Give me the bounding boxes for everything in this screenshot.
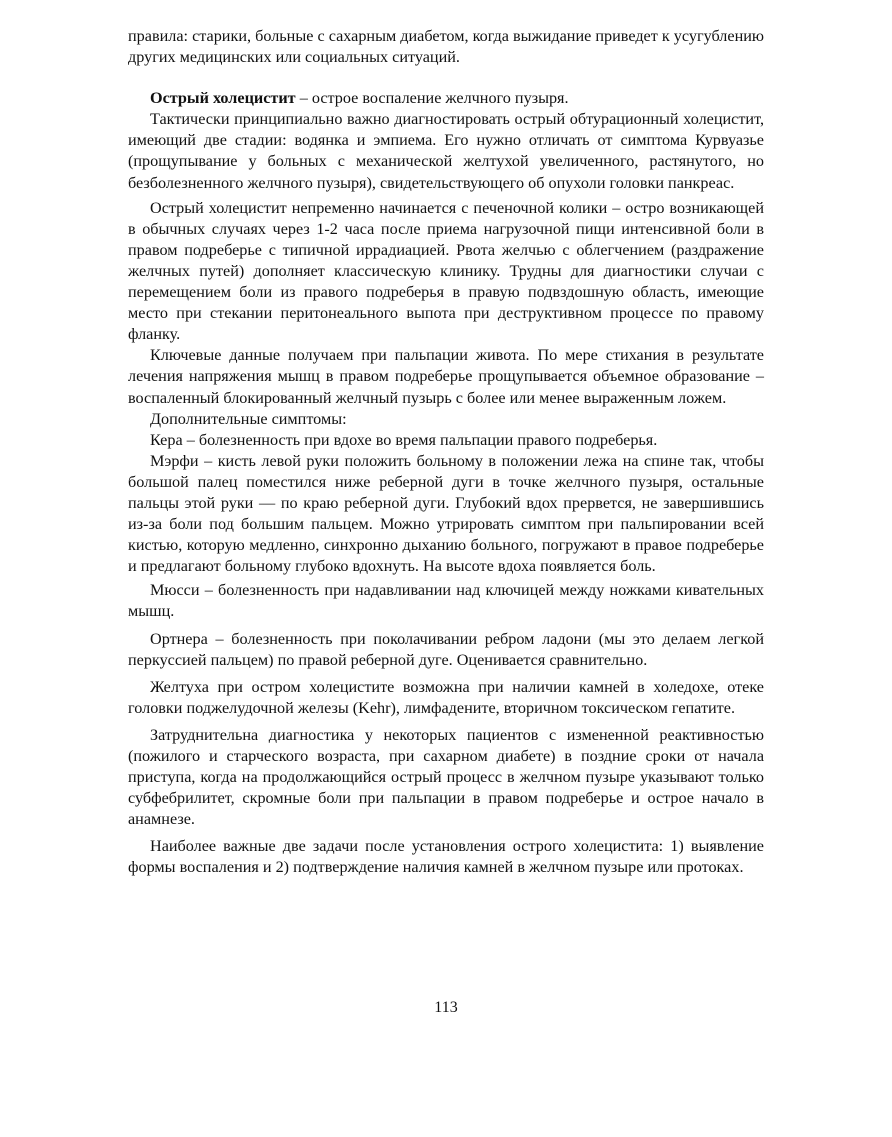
paragraph: Желтуха при остром холецистите возможна при наличии камней в холедохе, отеке головки поджелудочной железы (Kehr), лимфадените, вторичном токсическом гепатите. [128,677,764,717]
paragraph: Затруднительна диагностика у некоторых пациентов с измененной реактивностью (пожилого и старческого возраста, при сахарном диабете) в поздние сроки от начала приступа, когда на продолжающийся острый процесс в желчном пузыре указывают только субфебрилитет, скромные боли при пальпации в правом подреберье и острое начало в анамнезе. [128,725,764,829]
paragraph-definition [128,88,764,109]
paragraph-continuation: правила: старики, больные с сахарным диабетом, когда выжидание приведет к усугублению других медицинских или социальных ситуаций. [128,27,764,67]
paragraph: Ортнера – болезненность при поколачивании ребром ладони (мы это делаем легкой перкуссией пальцем) по правой реберной дуге. Оценивается сравнительно. [128,629,764,669]
paragraph: Кера – болезненность при вдохе во время пальпации правого подреберья. [150,430,658,449]
paragraph: Дополнительные симптомы: [150,409,347,428]
paragraph: Наиболее важные две задачи после установления острого холецистита: 1) выявление формы воспаления и 2) подтверждение наличия камней в желчном пузыре или протоках. [128,837,764,877]
paragraph: Острый холецистит непременно начинается с печеночной колики – остро возникающей в обычных случаях через 1-2 часа после приема нагрузочной пищи интенсивной боли в правом подреберье с типичной иррадиацией. Рвота желчью с облегчением (раздражение желчных путей) дополняет классическую клинику. Трудны для диагностики случаи с перемещением боли из правого подреберья в правую подвздошную область, имеющие место при стекании перитонеального выпота при деструктивном процессе по правому фланку. [128,198,764,344]
paragraph: Ключевые данные получаем при пальпации живота. По мере стихания в результате лечения напряжения мышц в правом подреберье прощупывается объемное образование – воспаленный блокированный желчный пузырь с более или менее выраженным ложем. [128,346,764,407]
page-number: 113 [434,999,458,1016]
paragraph: Мюсси – болезненность при надавливании над ключицей между ножками кивательных мышц. [128,581,764,621]
definition-text: – острое воспаление желчного пузыря. [295,89,569,108]
paragraph: Тактически принципиально важно диагностировать острый обтурационный холецистит, имеющий две стадии: водянка и эмпиема. Его нужно отличать от симптома Курвуазье (прощупывание у больных с механической желтухой увеличенного, растянутого, но безболезненного желчного пузыря), свидетельствующего об опухоли головки панкреас. [128,110,764,192]
term-acute-cholecystitis: Острый холецистит [150,89,296,108]
paragraph: Мэрфи – кисть левой руки положить больному в положении лежа на спине так, чтобы большой палец поместился ниже реберной дуги в точке желчного пузыря, остальные пальцы этой руки — по краю реберной дуги. Глубокий вдох прервется, не завершившись из-за боли под большим пальцем. Можно утрировать симптом при пальпировании всей кистью, которую медленно, синхронно дыханию больного, погружают в правое подреберье и предлагают больному глубоко вдохнуть. На высоте вдоха появляется боль. [128,451,764,576]
page-body [128,26,764,879]
